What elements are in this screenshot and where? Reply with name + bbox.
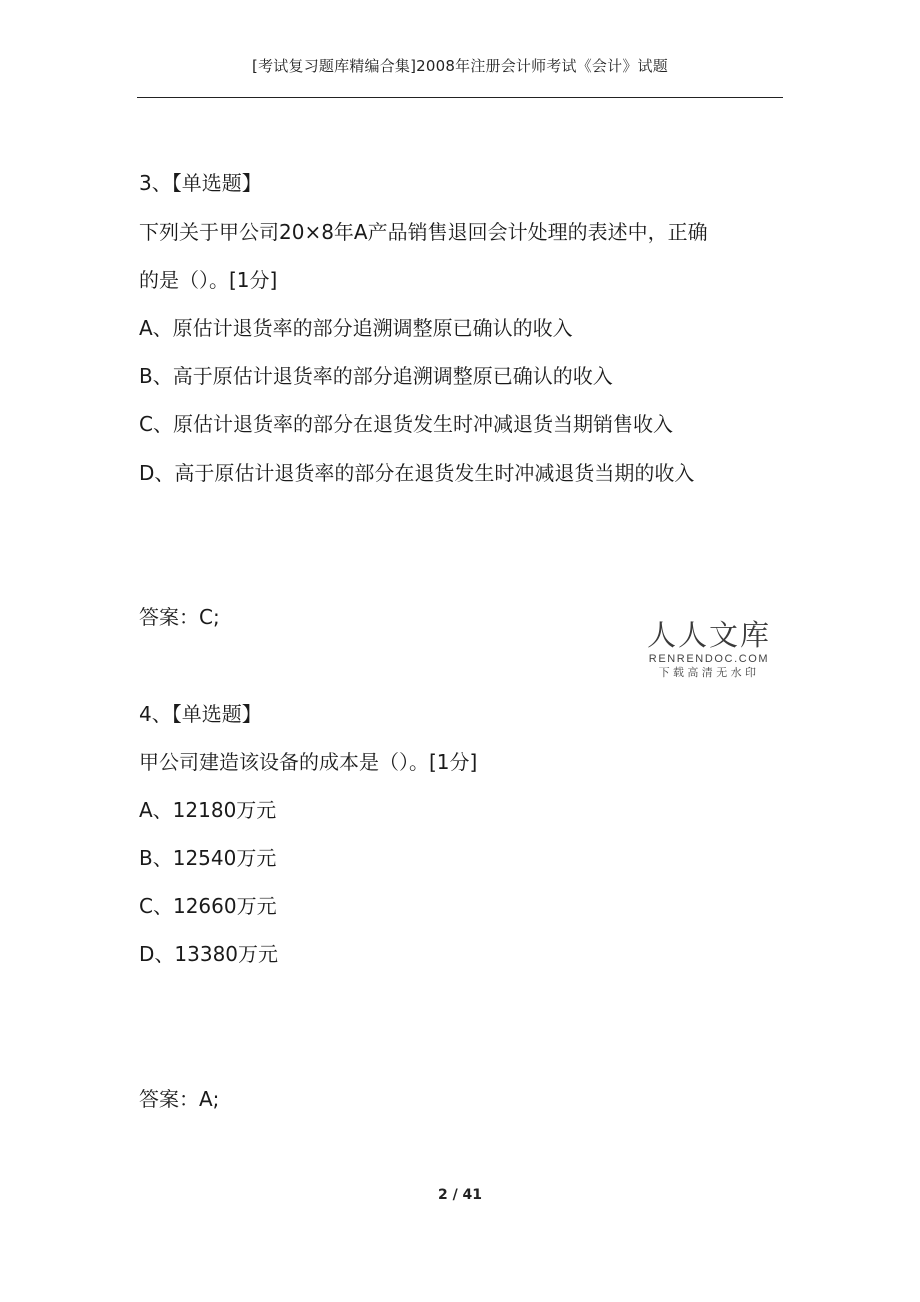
question-4-option-a: A、12180万元 (139, 798, 277, 822)
question-4-answer: 答案：A; (139, 1087, 220, 1111)
question-3-stem-line-2: 的是（）。[1分] (139, 268, 278, 292)
page-number: 2 / 41 (437, 1187, 483, 1203)
question-4-option-c: C、12660万元 (139, 894, 277, 918)
question-3-option-a: A、原估计退货率的部分追溯调整原已确认的收入 (139, 316, 573, 340)
document-header-title: [考试复习题库精编合集]2008年注册会计师考试《会计》试题 (252, 57, 668, 75)
question-3-option-c: C、原估计退货率的部分在退货发生时冲减退货当期销售收入 (139, 412, 673, 436)
question-4-heading: 4、【单选题】 (139, 702, 262, 726)
question-3-answer: 答案：C; (139, 605, 220, 629)
question-4-option-d: D、13380万元 (139, 942, 279, 966)
renrendoc-watermark-logo (644, 618, 774, 680)
header-divider (137, 97, 783, 98)
watermark-tagline: 下载高清无水印 (658, 666, 760, 679)
watermark-title: 人人文库 (646, 618, 771, 652)
question-4-stem-line-1: 甲公司建造该设备的成本是（）。[1分] (139, 750, 478, 774)
question-4-option-b: B、12540万元 (139, 846, 277, 870)
watermark-domain: RENRENDOC.COM (648, 653, 770, 665)
question-3-heading: 3、【单选题】 (139, 171, 262, 195)
question-3-option-b: B、高于原估计退货率的部分追溯调整原已确认的收入 (139, 364, 613, 388)
question-3-option-d: D、高于原估计退货率的部分在退货发生时冲减退货当期的收入 (139, 461, 695, 485)
question-3-stem-line-1: 下列关于甲公司20×8年A产品销售退回会计处理的表述中，正确 (139, 220, 708, 244)
